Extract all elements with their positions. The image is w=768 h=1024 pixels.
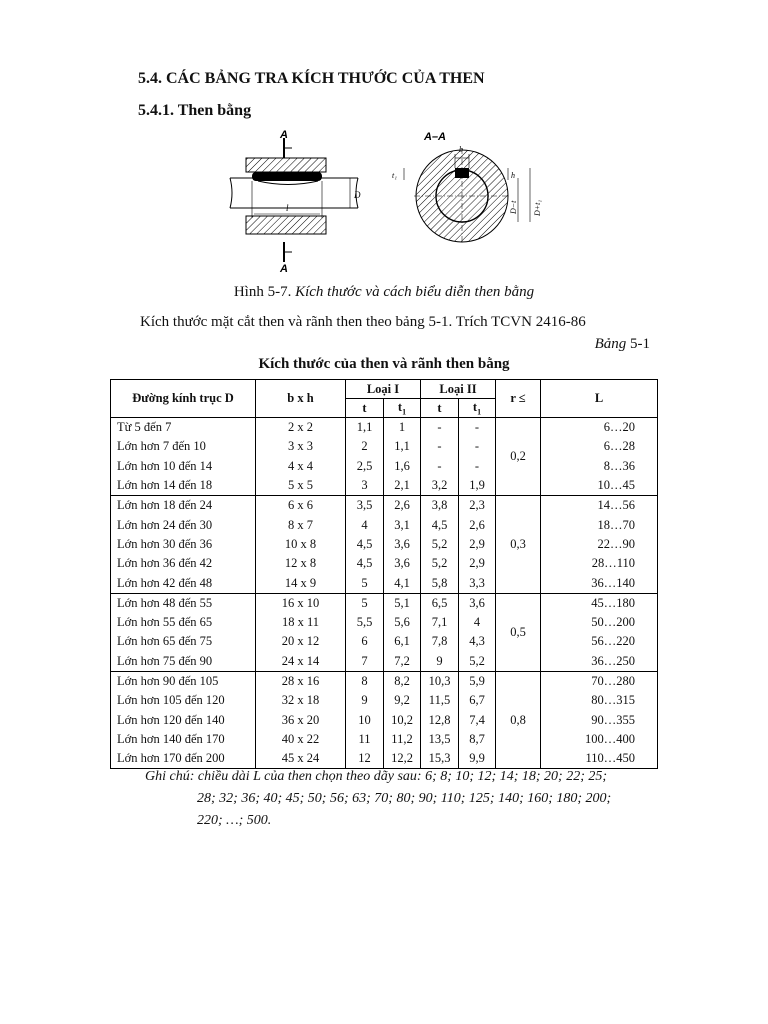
cell-r: 0,8 xyxy=(496,671,541,768)
cell-t-type1: 5 xyxy=(346,593,384,613)
cell-t-type1: 6 xyxy=(346,632,384,651)
cell-t-type1: 3,5 xyxy=(346,496,384,516)
cell-L: 22…90 xyxy=(541,535,658,554)
cell-t1-type1: 6,1 xyxy=(384,632,421,651)
cell-L: 10…45 xyxy=(541,476,658,496)
cell-t-type1: 7 xyxy=(346,652,384,672)
cell-t1-type1: 2,6 xyxy=(384,496,421,516)
cell-t1-type1: 5,1 xyxy=(384,593,421,613)
cell-diameter: Lớn hơn 24 đến 30 xyxy=(111,515,256,534)
cell-t1-type1: 8,2 xyxy=(384,671,421,691)
cell-diameter: Lớn hơn 90 đến 105 xyxy=(111,671,256,691)
cell-bxh: 32 x 18 xyxy=(256,691,346,710)
cell-t1-type2: 6,7 xyxy=(459,691,496,710)
cell-r: 0,2 xyxy=(496,418,541,496)
cell-bxh: 14 x 9 xyxy=(256,573,346,593)
table-row xyxy=(111,671,658,691)
label-D-plus-t1: D+t₁ xyxy=(533,199,542,216)
table-row xyxy=(111,652,658,672)
table-row xyxy=(111,554,658,573)
cell-bxh: 10 x 8 xyxy=(256,535,346,554)
cell-diameter: Lớn hơn 30 đến 36 xyxy=(111,535,256,554)
cell-t-type2: - xyxy=(421,457,459,476)
table-row xyxy=(111,613,658,632)
table-row xyxy=(111,476,658,496)
cell-L: 36…250 xyxy=(541,652,658,672)
cell-t1-type1: 3,6 xyxy=(384,535,421,554)
cell-diameter: Lớn hơn 42 đến 48 xyxy=(111,573,256,593)
cell-L: 28…110 xyxy=(541,554,658,573)
cell-t-type2: 10,3 xyxy=(421,671,459,691)
cell-t1-type2: 5,2 xyxy=(459,652,496,672)
header-t1-type2: $t_1$ xyxy=(459,399,496,418)
table-row xyxy=(111,710,658,729)
cell-bxh: 24 x 14 xyxy=(256,652,346,672)
cell-diameter: Lớn hơn 105 đến 120 xyxy=(111,691,256,710)
header-type1: Loại I xyxy=(346,380,421,399)
subsection-heading: 5.4.1. Then bằng xyxy=(138,102,252,119)
table-title: Kích thước của then và rãnh then bằng xyxy=(258,356,510,372)
label-h: h xyxy=(511,171,515,180)
cell-diameter: Lớn hơn 10 đến 14 xyxy=(111,457,256,476)
cell-t-type2: - xyxy=(421,437,459,456)
cell-t1-type1: 1 xyxy=(384,418,421,438)
cell-L: 70…280 xyxy=(541,671,658,691)
cell-t-type1: 11 xyxy=(346,730,384,749)
cell-t1-type2: 2,6 xyxy=(459,515,496,534)
cell-t1-type1: 4,1 xyxy=(384,573,421,593)
longitudinal-view xyxy=(230,129,361,275)
cell-t1-type1: 10,2 xyxy=(384,710,421,729)
cell-t1-type1: 1,6 xyxy=(384,457,421,476)
cell-diameter: Lớn hơn 48 đến 55 xyxy=(111,593,256,613)
cell-t1-type2: 8,7 xyxy=(459,730,496,749)
label-D: D xyxy=(354,190,361,200)
header-type2: Loại II xyxy=(421,380,496,399)
table-row xyxy=(111,496,658,516)
cell-t-type1: 4,5 xyxy=(346,554,384,573)
cell-bxh: 4 x 4 xyxy=(256,457,346,476)
cell-diameter: Lớn hơn 75 đến 90 xyxy=(111,652,256,672)
table-row xyxy=(111,691,658,710)
cell-t1-type1: 1,1 xyxy=(384,437,421,456)
note-line-2: 28; 32; 36; 40; 45; 50; 56; 63; 70; 80; 90; 110; 125; 140; 160; 180; 200; xyxy=(197,791,612,806)
cell-t1-type1: 2,1 xyxy=(384,476,421,496)
cell-diameter: Lớn hơn 120 đến 140 xyxy=(111,710,256,729)
cell-r: 0,5 xyxy=(496,593,541,671)
cell-L: 6…28 xyxy=(541,437,658,456)
cell-t-type2: 13,5 xyxy=(421,730,459,749)
cell-bxh: 3 x 3 xyxy=(256,437,346,456)
cell-L: 90…355 xyxy=(541,710,658,729)
table-body xyxy=(111,418,658,769)
label-b: b xyxy=(459,145,463,154)
cell-t-type2: 5,2 xyxy=(421,535,459,554)
cell-bxh: 45 x 24 xyxy=(256,749,346,769)
label-section: A–A xyxy=(424,131,447,143)
cell-t1-type2: 4,3 xyxy=(459,632,496,651)
cell-L: 100…400 xyxy=(541,730,658,749)
cell-t-type1: 2 xyxy=(346,437,384,456)
cell-diameter: Lớn hơn 7 đến 10 xyxy=(111,437,256,456)
cell-t1-type1: 11,2 xyxy=(384,730,421,749)
cell-bxh: 12 x 8 xyxy=(256,554,346,573)
cell-t-type1: 8 xyxy=(346,671,384,691)
cell-t1-type1: 3,6 xyxy=(384,554,421,573)
cell-t1-type2: - xyxy=(459,437,496,456)
header-r: r ≤ xyxy=(496,380,541,418)
cell-bxh: 8 x 7 xyxy=(256,515,346,534)
table-ref-number: 5-1 xyxy=(630,336,650,352)
key-dimension-table xyxy=(110,379,657,769)
table-row xyxy=(111,632,658,651)
cell-t-type2: 9 xyxy=(421,652,459,672)
cell-t-type2: 15,3 xyxy=(421,749,459,769)
cell-bxh: 2 x 2 xyxy=(256,418,346,438)
cell-r: 0,3 xyxy=(496,496,541,593)
cell-bxh: 28 x 16 xyxy=(256,671,346,691)
cell-L: 45…180 xyxy=(541,593,658,613)
cell-bxh: 36 x 20 xyxy=(256,710,346,729)
cell-t-type2: 5,8 xyxy=(421,573,459,593)
cell-t1-type2: 3,3 xyxy=(459,573,496,593)
table-row xyxy=(111,418,658,438)
label-cut-top: A xyxy=(280,129,288,141)
cell-t-type2: 12,8 xyxy=(421,710,459,729)
label-cut-bottom: A xyxy=(280,263,288,275)
cell-diameter: Lớn hơn 14 đến 18 xyxy=(111,476,256,496)
cell-t1-type2: 2,3 xyxy=(459,496,496,516)
cell-t-type2: 11,5 xyxy=(421,691,459,710)
cell-t-type2: 5,2 xyxy=(421,554,459,573)
cell-t-type1: 9 xyxy=(346,691,384,710)
intro-paragraph: Kích thước mặt cắt then và rãnh then theo bảng 5-1. Trích TCVN 2416-86 xyxy=(140,314,586,330)
cell-t1-type1: 7,2 xyxy=(384,652,421,672)
header-t-type2: t xyxy=(421,399,459,418)
label-D-minus-t: D−t xyxy=(509,200,518,214)
cell-bxh: 20 x 12 xyxy=(256,632,346,651)
footnote xyxy=(145,766,665,832)
header-t-type1: t xyxy=(346,399,384,418)
cell-t1-type2: 2,9 xyxy=(459,554,496,573)
cell-diameter: Lớn hơn 55 đến 65 xyxy=(111,613,256,632)
cell-L: 56…220 xyxy=(541,632,658,651)
note-line-1: Ghi chú: chiều dài L của then chọn theo dãy sau: 6; 8; 10; 12; 14; 18; 20; 22; 25; xyxy=(145,769,608,784)
cell-bxh: 40 x 22 xyxy=(256,730,346,749)
cell-t-type2: 7,8 xyxy=(421,632,459,651)
cell-diameter: Lớn hơn 18 đến 24 xyxy=(111,496,256,516)
header-t1-type1: $t_1$ xyxy=(384,399,421,418)
cross-section-view xyxy=(392,131,542,244)
cell-t1-type1: 5,6 xyxy=(384,613,421,632)
cell-t-type2: 3,2 xyxy=(421,476,459,496)
table-row xyxy=(111,573,658,593)
note-line-3: 220; …; 500. xyxy=(197,813,272,828)
cell-L: 50…200 xyxy=(541,613,658,632)
cell-diameter: Lớn hơn 170 đến 200 xyxy=(111,749,256,769)
cell-t-type1: 10 xyxy=(346,710,384,729)
cell-t1-type2: 1,9 xyxy=(459,476,496,496)
cell-t-type1: 4,5 xyxy=(346,535,384,554)
cell-L: 8…36 xyxy=(541,457,658,476)
cell-t1-type1: 9,2 xyxy=(384,691,421,710)
cell-t-type1: 1,1 xyxy=(346,418,384,438)
cell-diameter: Lớn hơn 140 đến 170 xyxy=(111,730,256,749)
figure-caption xyxy=(0,284,768,301)
cell-t-type1: 2,5 xyxy=(346,457,384,476)
table-row xyxy=(111,593,658,613)
table-row xyxy=(111,457,658,476)
table-row xyxy=(111,730,658,749)
header-bxh: b x h xyxy=(256,380,346,418)
cell-t-type1: 12 xyxy=(346,749,384,769)
header-L: L xyxy=(541,380,658,418)
cell-L: 36…140 xyxy=(541,573,658,593)
cell-L: 80…315 xyxy=(541,691,658,710)
cell-t-type1: 5,5 xyxy=(346,613,384,632)
table-ref-word: Bảng xyxy=(594,336,627,352)
caption-text: Kích thước và cách biểu diễn then bằng xyxy=(295,284,535,300)
table-row xyxy=(111,515,658,534)
cell-bxh: 5 x 5 xyxy=(256,476,346,496)
cell-L: 14…56 xyxy=(541,496,658,516)
cell-t1-type2: 3,6 xyxy=(459,593,496,613)
cell-t-type1: 5 xyxy=(346,573,384,593)
cell-t-type1: 4 xyxy=(346,515,384,534)
cell-diameter: Từ 5 đến 7 xyxy=(111,418,256,438)
cell-bxh: 16 x 10 xyxy=(256,593,346,613)
cell-t1-type1: 3,1 xyxy=(384,515,421,534)
label-t1: t₁ xyxy=(392,171,398,180)
cell-t1-type1: 12,2 xyxy=(384,749,421,769)
cell-t1-type2: 7,4 xyxy=(459,710,496,729)
cell-bxh: 18 x 11 xyxy=(256,613,346,632)
cell-L: 6…20 xyxy=(541,418,658,438)
cell-t1-type2: 5,9 xyxy=(459,671,496,691)
caption-prefix: Hình 5-7. xyxy=(233,284,292,300)
cell-diameter: Lớn hơn 36 đến 42 xyxy=(111,554,256,573)
table-row xyxy=(111,437,658,456)
cell-t1-type2: 4 xyxy=(459,613,496,632)
cell-t-type1: 3 xyxy=(346,476,384,496)
table-reference xyxy=(595,336,650,353)
label-l: l xyxy=(286,203,289,213)
cell-t-type2: 6,5 xyxy=(421,593,459,613)
cell-t1-type2: 9,9 xyxy=(459,749,496,769)
cell-bxh: 6 x 6 xyxy=(256,496,346,516)
cell-t1-type2: - xyxy=(459,457,496,476)
section-heading: 5.4. CÁC BẢNG TRA KÍCH THƯỚC CỦA THEN xyxy=(138,70,485,87)
cell-t-type2: 7,1 xyxy=(421,613,459,632)
cell-t-type2: 4,5 xyxy=(421,515,459,534)
cell-L: 18…70 xyxy=(541,515,658,534)
cell-t1-type2: 2,9 xyxy=(459,535,496,554)
cell-t-type2: 3,8 xyxy=(421,496,459,516)
cell-t-type2: - xyxy=(421,418,459,438)
cell-L: 110…450 xyxy=(541,749,658,769)
header-diameter: Đường kính trục D xyxy=(111,380,256,418)
cell-diameter: Lớn hơn 65 đến 75 xyxy=(111,632,256,651)
table-row xyxy=(111,535,658,554)
key-drawing-figure xyxy=(228,128,548,278)
cell-t1-type2: - xyxy=(459,418,496,438)
